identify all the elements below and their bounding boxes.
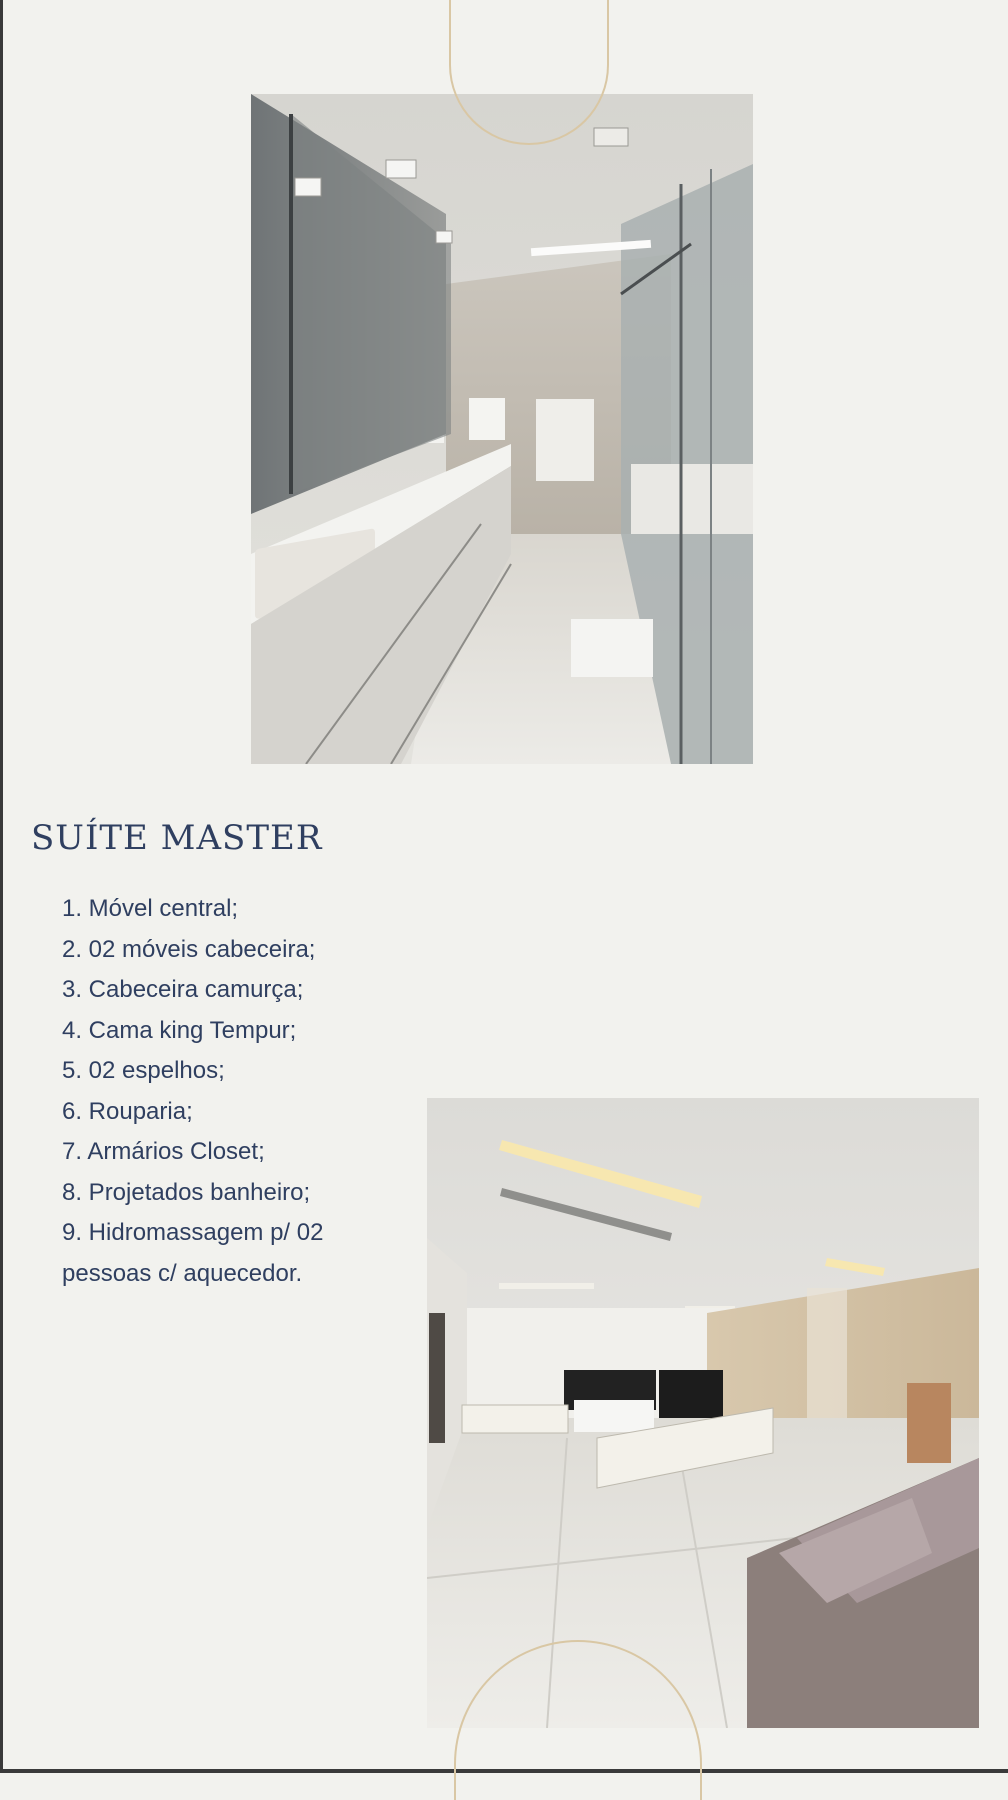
list-item: 4. Cama king Tempur;: [62, 1016, 297, 1044]
list-item: 6. Rouparia;: [62, 1097, 193, 1125]
page-title: SUÍTE MASTER: [31, 818, 323, 858]
list-item: 2. 02 móveis cabeceira;: [62, 935, 316, 963]
bedroom-photo: [427, 1098, 979, 1728]
list-item: 5. 02 espelhos;: [62, 1057, 225, 1084]
page-border-left: [0, 0, 3, 1773]
features-list: [62, 889, 422, 1294]
bathroom-photo: [251, 94, 753, 764]
list-item: 8. Projetados banheiro;: [62, 1178, 311, 1206]
list-item: 1. Móvel central;: [62, 895, 239, 922]
list-item: 3. Cabeceira camurça;: [62, 976, 304, 1003]
list-item: 7. Armários Closet;: [62, 1138, 265, 1165]
list-item: 9. Hidromassagem p/ 02 pessoas c/ aquecedor.: [62, 1219, 324, 1287]
